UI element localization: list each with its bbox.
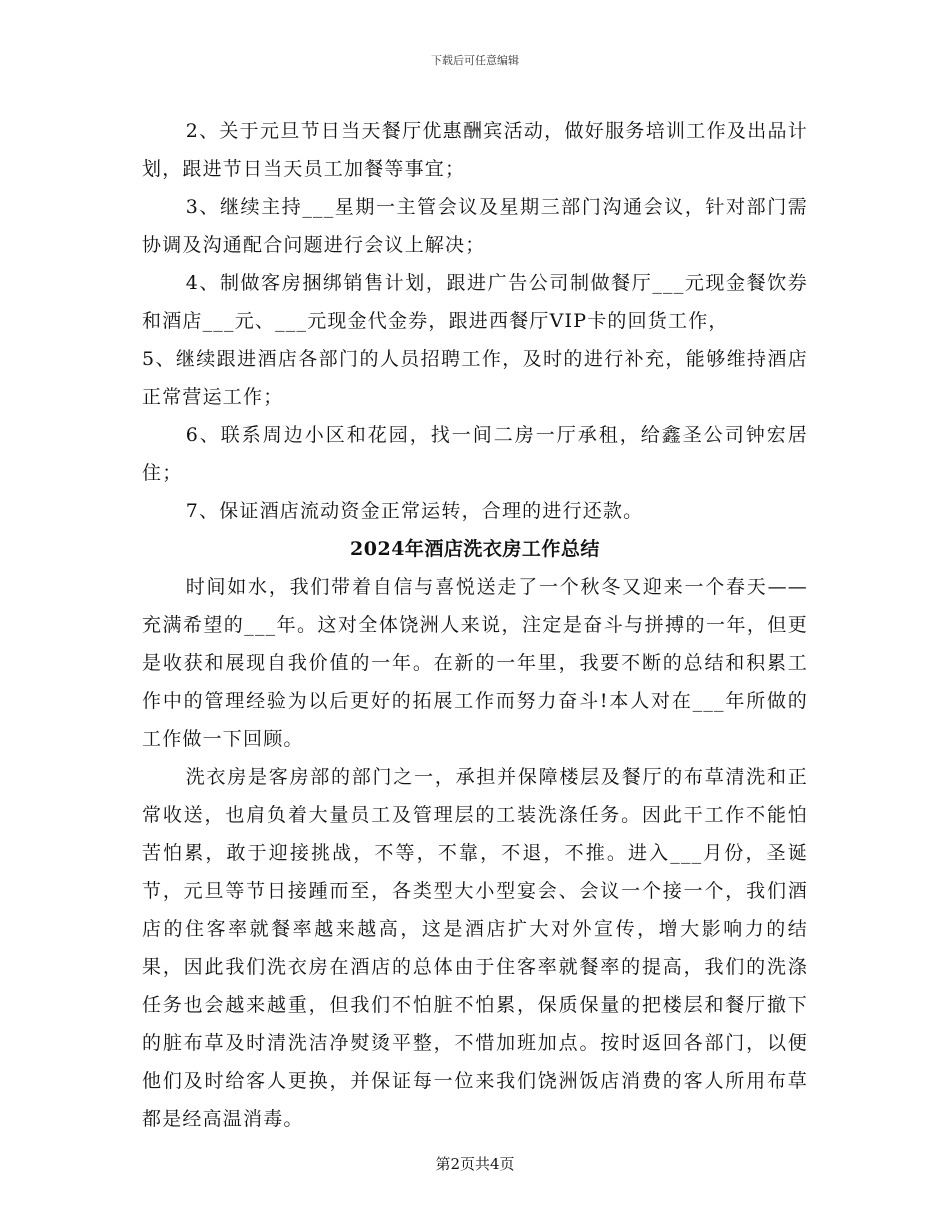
list-item: 5、继续跟进酒店各部门的人员招聘工作，及时的进行补充，能够维持酒店正常营运工作； — [142, 348, 808, 408]
body-paragraph: 洗衣房是客房部的部门之一，承担并保障楼层及餐厅的布草清洗和正常收送，也肩负着大量员工及管理层的工装洗涤任务。因此干工作不能怕苦怕累，敢于迎接挑战，不等，不靠，不退，不推。进入___月份，圣诞节，元旦等节日接踵而至，各类型大小型宴会、会议一个接一个，我们酒店的住客率就餐率越来越高，这是酒店扩大对外宣传，增大影响力的结果，因此我们洗衣房在酒店的总体由于住客率就餐率的提高，我们的洗涤任务也会越来越重，但我们不怕脏不怕累，保质保量的把楼层和餐厅撤下的脏布草及时清洗洁净熨烫平整，不惜加班加点。按时返回各部门，以便他们及时给客人更换，并保证每一位来我们饶洲饭店消费的客人所用布草都是经高温消毒。 — [142, 766, 808, 1130]
list-item: 6、联系周边小区和花园，找一间二房一厅承租，给鑫圣公司钟宏居住； — [142, 424, 808, 484]
page-header: 下载后可任意编辑 — [431, 54, 519, 67]
list-item: 4、制做客房捆绑销售计划，跟进广告公司制做餐厅___元现金餐饮券和酒店___元、___元现金代金券，跟进西餐厅VIP卡的回货工作， — [142, 272, 808, 332]
list-item: 7、保证酒店流动资金正常运转，合理的进行还款。 — [185, 500, 644, 522]
body-paragraph: 时间如水，我们带着自信与喜悦送走了一个秋冬又迎来一个春天——充满希望的___年。这对全体饶洲人来说，注定是奋斗与拼搏的一年，但更是收获和展现自我价值的一年。在新的一年里，我要不断的总结和积累工作中的管理经验为以后更好的拓展工作而努力奋斗!本人对在___年所做的工作做一下回顾。 — [142, 576, 808, 750]
section-title: 2024年酒店洗衣房工作总结 — [350, 538, 600, 560]
list-item: 2、关于元旦节日当天餐厅优惠酬宾活动，做好服务培训工作及出品计划，跟进节日当天员工加餐等事宜； — [142, 120, 808, 180]
document-body — [142, 112, 808, 1138]
page-number: 第2页共4页 — [435, 1155, 515, 1173]
list-item: 3、继续主持___星期一主管会议及星期三部门沟通会议，针对部门需协调及沟通配合问题进行会议上解决； — [142, 196, 808, 256]
